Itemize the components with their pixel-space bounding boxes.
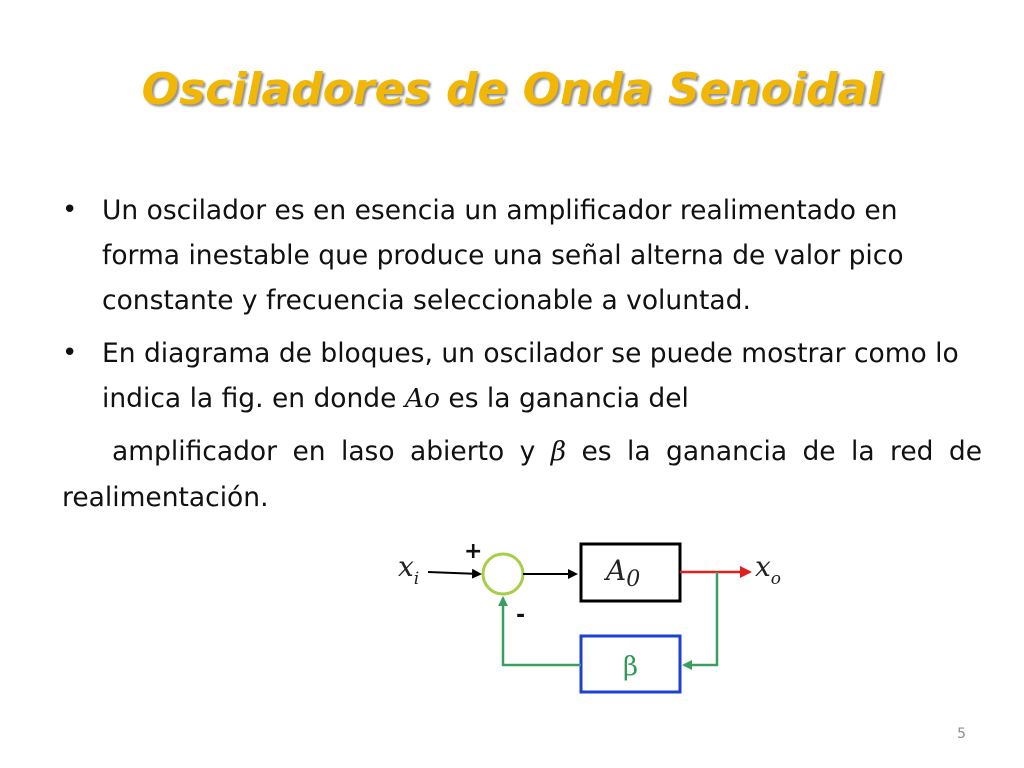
input-label: $x_i$ [398,550,420,589]
summing-junction [483,554,523,594]
amplifier-label: $A_0$ [606,554,641,592]
bullet-marker: • [62,195,78,225]
plus-sign: + [464,539,483,564]
output-label: $x_o$ [755,550,782,589]
bullet-item-1 [62,188,982,323]
bullet-text-after: es la ganancia del [439,383,689,414]
slide-body [62,188,982,521]
bullet-marker: • [62,338,78,368]
continuation-paragraph [62,429,982,521]
feedback-to-summer-path [503,598,581,665]
bullet-text: Un oscilador es en esencia un amplificador realimentado en forma inestable que produce una señal alterna de valor pico constante y frecuencia seleccionable a voluntad. [102,195,904,316]
continuation-text-before: amplificador en laso abierto y [112,436,551,467]
feedback-block-diagram [392,536,792,701]
page-number: 5 [957,726,966,742]
bullet-text-before: En diagrama de bloques, un oscilador se puede mostrar como lo indica la fig. en donde [102,338,959,414]
continuation-text-after: es la ganancia de la red de realimentación. [62,436,982,513]
feedback-return-path [684,572,717,665]
bullet-item-2 [62,331,982,421]
math-symbol-ao: Ao [404,383,440,414]
minus-sign: - [516,603,526,628]
math-symbol-beta: β [550,436,567,467]
slide-title: Osciladores de Onda Senoidal [141,64,883,115]
input-arrow [428,572,480,574]
feedback-label: β [623,652,639,682]
